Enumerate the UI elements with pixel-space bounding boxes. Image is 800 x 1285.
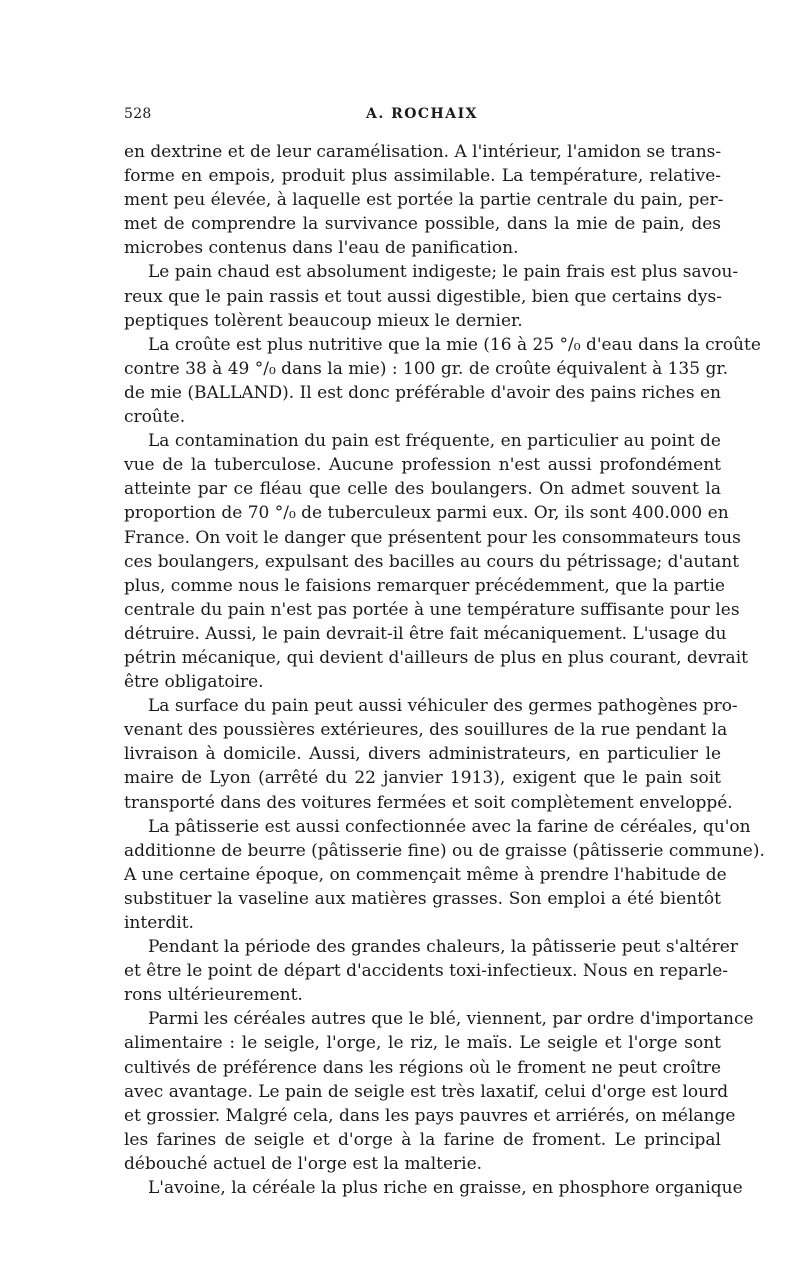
text-line: La surface du pain peut aussi véhiculer des germes pathogènes pro-	[148, 696, 738, 717]
text-line: France. On voit le danger que présentent pour les consommateurs tous	[124, 527, 741, 548]
text-line: plus, comme nous le faisions remarquer précédemment, que la partie	[124, 575, 725, 596]
text-line: contre 38 à 49 °/₀ dans la mie) : 100 gr. de croûte équivalent à 135 gr.	[124, 358, 728, 379]
text-line: maire de Lyon (arrêté du 22 janvier 1913), exigent que le pain soit	[124, 768, 721, 789]
text-line: en dextrine et de leur caramélisation. A l'intérieur, l'amidon se trans-	[124, 142, 722, 162]
text-line: et grossier. Malgré cela, dans les pays pauvres et arriérés, on mélange	[124, 1105, 736, 1126]
text-line: Parmi les céréales autres que le blé, viennent, par ordre d'importance	[148, 1009, 754, 1030]
text-line: proportion de 70 °/₀ de tuberculeux parmi eux. Or, ils sont 400.000 en	[124, 503, 729, 524]
text-line: être obligatoire.	[124, 672, 264, 693]
text-line: substituer la vaseline aux matières grasses. Son emploi a été bientôt	[124, 888, 721, 909]
text-line: La contamination du pain est fréquente, en particulier au point de	[148, 431, 721, 452]
text-line: centrale du pain n'est pas portée à une température suffisante pour les	[124, 599, 740, 620]
text-line: croûte.	[124, 407, 186, 428]
text-line: microbes contenus dans l'eau de panification.	[124, 238, 519, 259]
text-line: atteinte par ce fléau que celle des boulangers. On admet souvent la	[124, 479, 721, 500]
text-line: pétrin mécanique, qui devient d'ailleurs de plus en plus courant, devrait	[124, 647, 748, 668]
running-head-author: A. ROCHAIX	[365, 106, 479, 122]
text-line: transporté dans des voitures fermées et soit complètement enveloppé.	[124, 792, 733, 813]
text-line: alimentaire : le seigle, l'orge, le riz, le maïs. Le seigle et l'orge sont	[124, 1033, 721, 1054]
text-line: met de comprendre la survivance possible, dans la mie de pain, des	[124, 214, 721, 235]
text-line: et être le point de départ d'accidents toxi-infectieux. Nous en reparle-	[124, 961, 729, 982]
body-text	[124, 140, 765, 1200]
text-line: détruire. Aussi, le pain devrait-il être fait mécaniquement. L'usage du	[124, 623, 727, 644]
text-line: reux que le pain rassis et tout aussi digestible, bien que certains dys-	[124, 286, 722, 307]
text-line: L'avoine, la céréale la plus riche en graisse, en phosphore organique	[148, 1178, 743, 1199]
text-line: venant des poussières extérieures, des souillures de la rue pendant la	[124, 720, 728, 741]
text-line: de mie (BALLAND). Il est donc préférable d'avoir des pains riches en	[124, 382, 721, 403]
text-line: peptiques tolèrent beaucoup mieux le dernier.	[124, 310, 523, 331]
text-line: forme en empois, produit plus assimilable. La température, relative-	[124, 166, 721, 187]
running-head	[124, 106, 720, 130]
text-line: La croûte est plus nutritive que la mie (16 à 25 °/₀ d'eau dans la croûte	[148, 334, 761, 355]
page-number: 528	[124, 106, 152, 122]
text-line: les farines de seigle et d'orge à la farine de froment. Le principal	[124, 1129, 721, 1150]
text-line: livraison à domicile. Aussi, divers administrateurs, en particulier le	[124, 744, 721, 765]
text-line: rons ultérieurement.	[124, 985, 303, 1006]
text-line: additionne de beurre (pâtisserie fine) ou de graisse (pâtisserie commune).	[124, 840, 765, 861]
text-line: ment peu élevée, à laquelle est portée la partie centrale du pain, per-	[124, 190, 724, 211]
text-line: A une certaine époque, on commençait même à prendre l'habitude de	[124, 864, 727, 885]
text-line: La pâtisserie est aussi confectionnée avec la farine de céréales, qu'on	[148, 816, 751, 837]
text-line: vue de la tuberculose. Aucune profession n'est aussi profondément	[124, 455, 721, 476]
text-line: avec avantage. Le pain de seigle est très laxatif, celui d'orge est lourd	[124, 1081, 729, 1102]
text-line: ces boulangers, expulsant des bacilles au cours du pétrissage; d'autant	[124, 551, 740, 572]
text-line: interdit.	[124, 913, 194, 933]
text-line: Le pain chaud est absolument indigeste; le pain frais est plus savou-	[148, 262, 739, 283]
text-line: débouché actuel de l'orge est la malterie.	[124, 1153, 483, 1174]
text-line: Pendant la période des grandes chaleurs, la pâtisserie peut s'altérer	[148, 937, 738, 958]
text-line: cultivés de préférence dans les régions où le froment ne peut croître	[124, 1057, 721, 1078]
